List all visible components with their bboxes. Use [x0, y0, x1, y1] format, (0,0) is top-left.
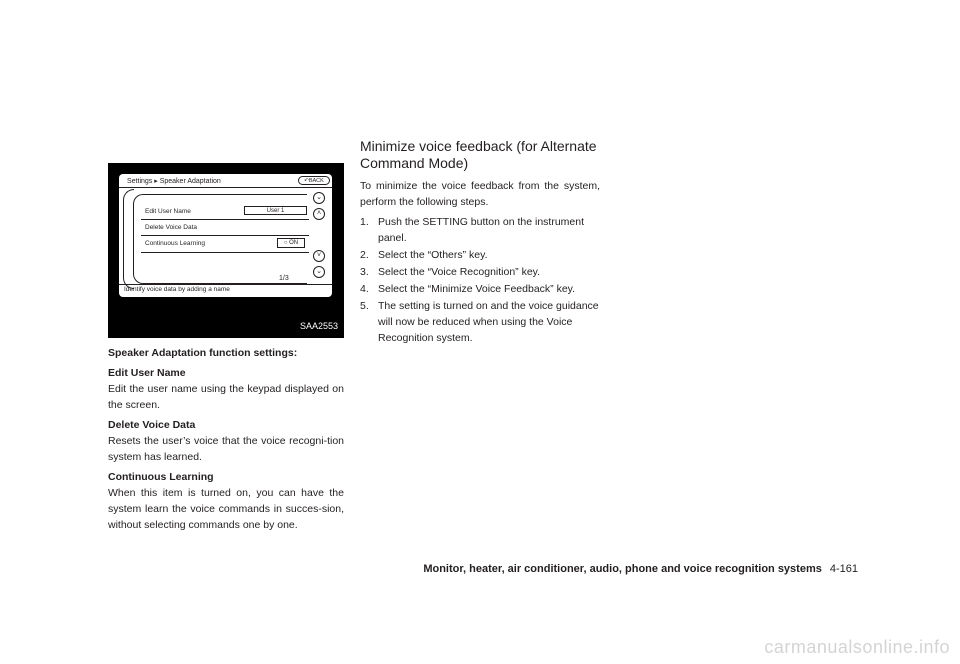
status-text: Identify voice data by adding a name: [124, 286, 230, 293]
status-divider: [119, 284, 332, 285]
footer-section-title: Monitor, heater, air conditioner, audio, phone and voice recognition systems: [423, 563, 822, 575]
step-number: 4.: [360, 283, 369, 295]
steps-list: [360, 214, 600, 346]
step-text: The setting is turned on and the voice guidance will now be reduced when using the Voice Recognition system.: [378, 300, 599, 344]
step-number: 5.: [360, 300, 369, 312]
right-intro: To minimize the voice feedback from the system, perform the following steps.: [360, 180, 600, 208]
step-item: [360, 264, 600, 280]
back-button: [298, 176, 330, 185]
menu-item-delete-voice-data: Delete Voice Data: [145, 224, 198, 231]
menu-divider: [141, 235, 309, 236]
section-title-continuous-learning: Continuous Learning: [108, 471, 214, 483]
toggle-indicator-icon: ○: [283, 240, 290, 246]
step-text: Select the “Others” key.: [378, 249, 488, 261]
step-item: [360, 298, 600, 346]
step-text: Select the “Voice Recognition” key.: [378, 266, 541, 278]
scroll-top-icon: ⌄: [313, 192, 325, 204]
menu-item-continuous-learning: Continuous Learning: [145, 240, 205, 247]
scroll-down-icon: ˅: [313, 250, 325, 262]
header-divider: [119, 187, 332, 188]
continuous-learning-toggle: [277, 238, 305, 248]
section-text-edit-user-name: Edit the user name using the keypad displayed on the screen.: [108, 383, 344, 411]
page-number: 4-161: [829, 563, 858, 575]
step-item: [360, 214, 600, 246]
page-indicator: 1/3: [279, 275, 289, 282]
screen-breadcrumb: Settings ▸ Speaker Adaptation: [127, 178, 221, 185]
left-column: [108, 345, 344, 533]
left-heading: Speaker Adaptation function settings:: [108, 347, 298, 359]
menu-divider: [141, 219, 309, 220]
step-item: [360, 281, 600, 297]
section-title-delete-voice-data: Delete Voice Data: [108, 419, 196, 431]
step-number: 1.: [360, 216, 369, 228]
figure-screen-illustration: [108, 163, 344, 338]
toggle-label: ON: [289, 240, 299, 246]
page-footer: [423, 563, 858, 575]
back-label: BACK: [308, 178, 324, 184]
right-title: Minimize voice feedback (for Alternate Command Mode): [360, 138, 597, 171]
display-screen: [119, 174, 332, 297]
back-arrow-icon: ↶: [304, 178, 309, 184]
section-text-continuous-learning: When this item is turned on, you can have the system learn the voice commands in succes-sion, without selecting commands one by one.: [108, 487, 344, 531]
scroll-bottom-icon: ⌄: [313, 266, 325, 278]
step-number: 3.: [360, 266, 369, 278]
step-text: Push the SETTING button on the instrument panel.: [378, 216, 585, 244]
section-title-edit-user-name: Edit User Name: [108, 367, 186, 379]
menu-divider: [141, 252, 309, 253]
right-column: [360, 138, 600, 347]
figure-code: SAA2553: [299, 321, 338, 331]
step-item: [360, 247, 600, 263]
section-text-delete-voice-data: Resets the user’s voice that the voice recogni-tion system has learned.: [108, 435, 344, 463]
step-number: 2.: [360, 249, 369, 261]
scroll-up-icon: ˄: [313, 208, 325, 220]
step-text: Select the “Minimize Voice Feedback” key.: [378, 283, 576, 295]
user-name-value: User 1: [244, 206, 307, 215]
watermark: carmanualsonline.info: [764, 637, 950, 657]
menu-item-edit-user-name: Edit User Name: [145, 208, 191, 215]
